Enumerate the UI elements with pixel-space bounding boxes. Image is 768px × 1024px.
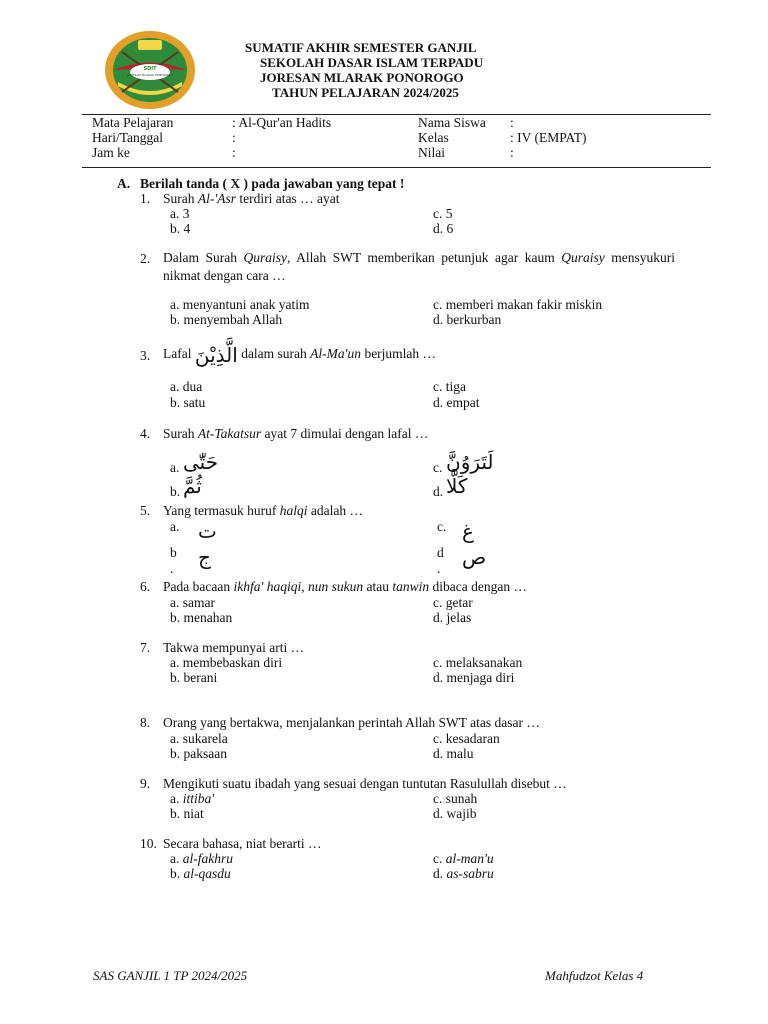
q10-number: 10. bbox=[140, 836, 157, 851]
q4-option-b-label[interactable]: b. bbox=[170, 484, 181, 499]
q10-option-b[interactable]: b. al-qasdu bbox=[170, 866, 231, 881]
q7-text: Takwa mempunyai arti … bbox=[163, 640, 305, 655]
q3-text: Lafal الَّذِيْنَ dalam surah Al-Ma'un berjumlah … bbox=[163, 342, 437, 367]
q5-option-b-label[interactable]: b bbox=[170, 545, 177, 560]
q9-option-c[interactable]: c. sunah bbox=[433, 791, 478, 806]
q6-number: 6. bbox=[140, 579, 151, 594]
q8-option-c[interactable]: c. kesadaran bbox=[433, 731, 500, 746]
q6-option-b[interactable]: b. menahan bbox=[170, 610, 233, 625]
q5-option-c-arabic[interactable]: غ bbox=[462, 519, 474, 543]
q9-option-a[interactable]: a. ittiba' bbox=[170, 791, 215, 806]
nilai-value: : bbox=[510, 145, 514, 160]
logo-title: SDIT bbox=[143, 66, 157, 72]
q6-text: Pada bacaan ikhfa' haqiqi, nun sukun atau tanwin dibaca dengan … bbox=[163, 579, 527, 594]
q3-option-b[interactable]: b. satu bbox=[170, 395, 206, 410]
q6-option-d[interactable]: d. jelas bbox=[433, 610, 472, 625]
q5-option-d-label[interactable]: d bbox=[437, 545, 444, 560]
q7-option-d[interactable]: d. menjaga diri bbox=[433, 670, 515, 685]
kelas-label: Kelas bbox=[418, 130, 449, 145]
nilai-label: Nilai bbox=[418, 145, 445, 160]
q3-option-a[interactable]: a. dua bbox=[170, 379, 203, 394]
header-divider-bottom bbox=[82, 167, 711, 168]
q4-number: 4. bbox=[140, 426, 151, 441]
q1-option-b[interactable]: b. 4 bbox=[170, 221, 191, 236]
jam-label: Jam ke bbox=[92, 145, 130, 160]
q5-option-a-label[interactable]: a. bbox=[170, 519, 180, 534]
q1-number: 1. bbox=[140, 191, 151, 206]
section-instruction: Berilah tanda ( X ) pada jawaban yang tepat ! bbox=[140, 176, 405, 191]
mapel-label: Mata Pelajaran bbox=[92, 115, 174, 130]
q1-option-c[interactable]: c. 5 bbox=[433, 206, 453, 221]
mapel-value: : Al-Qur'an Hadits bbox=[232, 115, 332, 130]
header-line-4: TAHUN PELAJARAN 2024/2025 bbox=[272, 85, 459, 100]
q2-text: Dalam Surah Quraisy, Allah SWT memberikan petunjuk agar kaum Quraisy mensyukuri nikmat dengan cara … bbox=[163, 250, 675, 283]
nama-label: Nama Siswa bbox=[418, 115, 486, 130]
nama-value: : bbox=[510, 115, 514, 130]
q4-option-a-arabic[interactable]: حَتّٰى bbox=[183, 450, 219, 474]
hari-label: Hari/Tanggal bbox=[92, 130, 164, 145]
q4-text: Surah At-Takatsur ayat 7 dimulai dengan lafal … bbox=[163, 426, 429, 441]
header-line-2: SEKOLAH DASAR ISLAM TERPADU bbox=[260, 55, 484, 70]
q3-number: 3. bbox=[140, 348, 151, 363]
q8-option-b[interactable]: b. paksaan bbox=[170, 746, 227, 761]
q2-option-c[interactable]: c. memberi makan fakir miskin bbox=[433, 297, 603, 312]
q2-number: 2. bbox=[140, 251, 151, 266]
q3-arabic: الَّذِيْنَ bbox=[194, 342, 238, 367]
q10-option-c[interactable]: c. al-man'u bbox=[433, 851, 494, 866]
q9-option-d[interactable]: d. wajib bbox=[433, 806, 477, 821]
q4-option-c-arabic[interactable]: لَتَرَوُنَّ bbox=[446, 450, 494, 474]
q5-number: 5. bbox=[140, 503, 151, 518]
q5-option-b-dot: . bbox=[170, 561, 174, 576]
footer-left: SAS GANJIL 1 TP 2024/2025 bbox=[93, 968, 248, 983]
q10-text: Secara bahasa, niat berarti … bbox=[163, 836, 322, 851]
q8-option-d[interactable]: d. malu bbox=[433, 746, 474, 761]
q1-text: Surah Al-'Asr terdiri atas … ayat bbox=[163, 191, 340, 206]
q8-text: Orang yang bertakwa, menjalankan perintah Allah SWT atas dasar … bbox=[163, 715, 540, 730]
header-line-3: JORESAN MLARAK PONOROGO bbox=[260, 70, 464, 85]
header-divider-top bbox=[82, 114, 711, 115]
q2-option-b[interactable]: b. menyembah Allah bbox=[170, 312, 283, 327]
q8-option-a[interactable]: a. sukarela bbox=[170, 731, 228, 746]
school-logo bbox=[104, 30, 196, 110]
q4-option-d-arabic[interactable]: كَلَّا bbox=[446, 474, 468, 498]
q9-option-b[interactable]: b. niat bbox=[170, 806, 204, 821]
hari-value: : bbox=[232, 130, 236, 145]
q5-option-a-arabic[interactable]: ت bbox=[198, 519, 217, 543]
q4-option-c-label[interactable]: c. bbox=[433, 460, 443, 475]
header-line-1: SUMATIF AKHIR SEMESTER GANJIL bbox=[245, 40, 477, 55]
q4-option-a-label[interactable]: a. bbox=[170, 460, 180, 475]
logo-subtitle: JORESAN MLARAK PONOROGO bbox=[127, 73, 173, 77]
q2-option-a[interactable]: a. menyantuni anak yatim bbox=[170, 297, 310, 312]
q7-number: 7. bbox=[140, 640, 151, 655]
q6-option-c[interactable]: c. getar bbox=[433, 595, 473, 610]
footer-right: Mahfudzot Kelas 4 bbox=[545, 968, 644, 983]
q1-option-a[interactable]: a. 3 bbox=[170, 206, 190, 221]
section-letter: A. bbox=[117, 176, 131, 191]
q3-option-c[interactable]: c. tiga bbox=[433, 379, 466, 394]
q5-option-d-arabic[interactable]: ص bbox=[462, 545, 487, 569]
q5-option-c-label[interactable]: c. bbox=[437, 519, 447, 534]
q2-option-d[interactable]: d. berkurban bbox=[433, 312, 502, 327]
q5-option-d-dot: . bbox=[437, 561, 441, 576]
jam-value: : bbox=[232, 145, 236, 160]
q7-option-c[interactable]: c. melaksanakan bbox=[433, 655, 523, 670]
q5-option-b-arabic[interactable]: ج bbox=[198, 545, 211, 569]
q3-option-d[interactable]: d. empat bbox=[433, 395, 480, 410]
q7-option-a[interactable]: a. membebaskan diri bbox=[170, 655, 283, 670]
q10-option-a[interactable]: a. al-fakhru bbox=[170, 851, 233, 866]
q6-option-a[interactable]: a. samar bbox=[170, 595, 215, 610]
q4-option-b-arabic[interactable]: ثُمَّ bbox=[183, 474, 202, 498]
q7-option-b[interactable]: b. berani bbox=[170, 670, 218, 685]
q8-number: 8. bbox=[140, 715, 151, 730]
q1-option-d[interactable]: d. 6 bbox=[433, 221, 454, 236]
q10-option-d[interactable]: d. as-sabru bbox=[433, 866, 494, 881]
q4-option-d-label[interactable]: d. bbox=[433, 484, 444, 499]
kelas-value: : IV (EMPAT) bbox=[510, 130, 587, 145]
q5-text: Yang termasuk huruf halqi adalah … bbox=[163, 503, 363, 518]
q9-number: 9. bbox=[140, 776, 151, 791]
q9-text: Mengikuti suatu ibadah yang sesuai dengan tuntutan Rasulullah disebut … bbox=[163, 776, 567, 791]
